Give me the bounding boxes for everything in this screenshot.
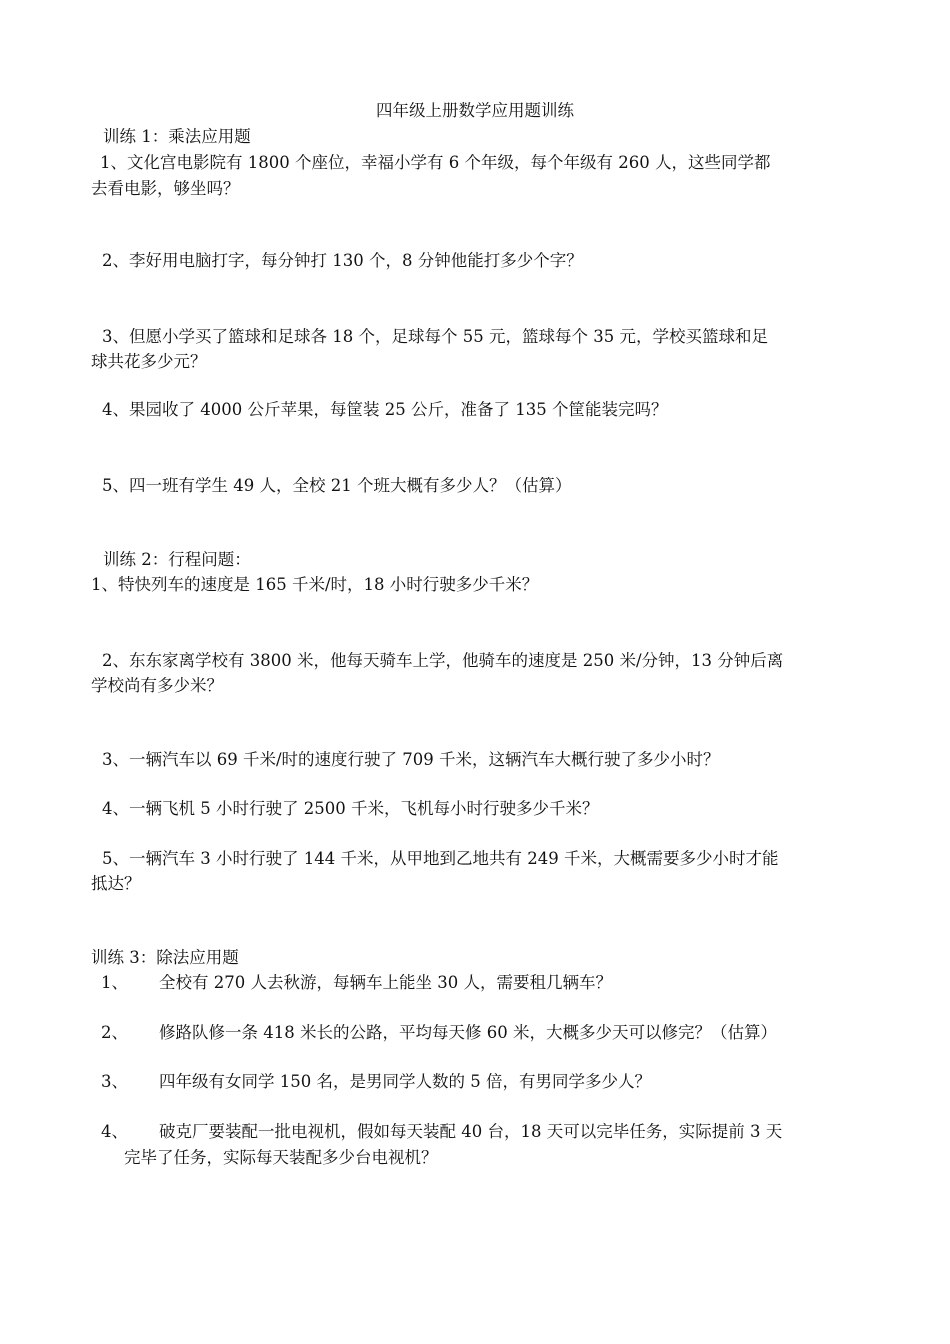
problem-3-3-line1: 四年级有女同学 150 名，是男同学人数的 5 倍，有男同学多少人？ [159,1072,651,1091]
problem-2-2-line1: 2、东东家离学校有 3800 米，他每天骑车上学，他骑车的速度是 250 米/分钟，13 分钟后离 [102,651,784,670]
problem-3-3-number: 3、 [101,1072,128,1091]
problem-3-1-number: 1、 [101,973,128,992]
problem-2-3-line1: 3、一辆汽车以 69 千米/时的速度行驶了 709 千米，这辆汽车大概行驶了多少小时？ [102,750,720,769]
problem-3-1-line1: 全校有 270 人去秋游，每辆车上能坐 30 人，需要租几辆车？ [159,973,612,992]
section-heading-2: 训练 2：行程问题： [103,550,251,569]
problem-3-4 [101,1121,782,1143]
problem-1-2-line1: 2、李好用电脑打字，每分钟打 130 个，8 分钟他能打多少个字？ [102,251,583,270]
page-title: 四年级上册数学应用题训练 [376,101,574,120]
section-heading-1: 训练 1：乘法应用题 [103,127,251,146]
problem-1-3-line2: 球共花多少元？ [91,352,207,371]
problem-2-4-line1: 4、一辆飞机 5 小时行驶了 2500 千米，飞机每小时行驶多少千米？ [102,799,599,818]
problem-3-4-line1: 破克厂要装配一批电视机，假如每天装配 40 台，18 天可以完毕任务，实际提前 3 天 [159,1122,783,1141]
problem-2-5-line1: 5、一辆汽车 3 小时行驶了 144 千米，从甲地到乙地共有 249 千米，大概需要多少小时才能 [102,849,779,868]
problem-2-5-line2: 抵达？ [91,874,141,893]
problem-2-2-line2: 学校尚有多少米？ [91,676,223,695]
problem-1-1-line1: 1、文化宫电影院有 1800 个座位，幸福小学有 6 个年级，每个年级有 260 人，这些同学都 [100,153,771,172]
problem-3-2 [101,1022,777,1044]
problem-1-3-line1: 3、但愿小学买了篮球和足球各 18 个，足球每个 55 元，篮球每个 35 元，学校买篮球和足 [102,327,768,346]
section-heading-3: 训练 3：除法应用题 [91,948,239,967]
problem-1-1-line2: 去看电影，够坐吗？ [91,179,240,198]
problem-3-2-line1: 修路队修一条 418 米长的公路，平均每天修 60 米，大概多少天可以修完？（估算） [159,1023,777,1042]
problem-3-3 [101,1071,651,1093]
problem-3-4-line2: 完毕了任务，实际每天装配多少台电视机？ [124,1148,438,1167]
problem-3-1 [101,972,612,994]
problem-2-1-line1: 1、特快列车的速度是 165 千米/时，18 小时行驶多少千米？ [91,575,539,594]
problem-3-4-number: 4、 [101,1122,128,1141]
problem-3-2-number: 2、 [101,1023,128,1042]
problem-1-4-line1: 4、果园收了 4000 公斤苹果，每筐装 25 公斤，准备了 135 个筐能装完吗？ [102,400,668,419]
problem-1-5-line1: 5、四一班有学生 49 人，全校 21 个班大概有多少人？（估算） [102,476,572,495]
